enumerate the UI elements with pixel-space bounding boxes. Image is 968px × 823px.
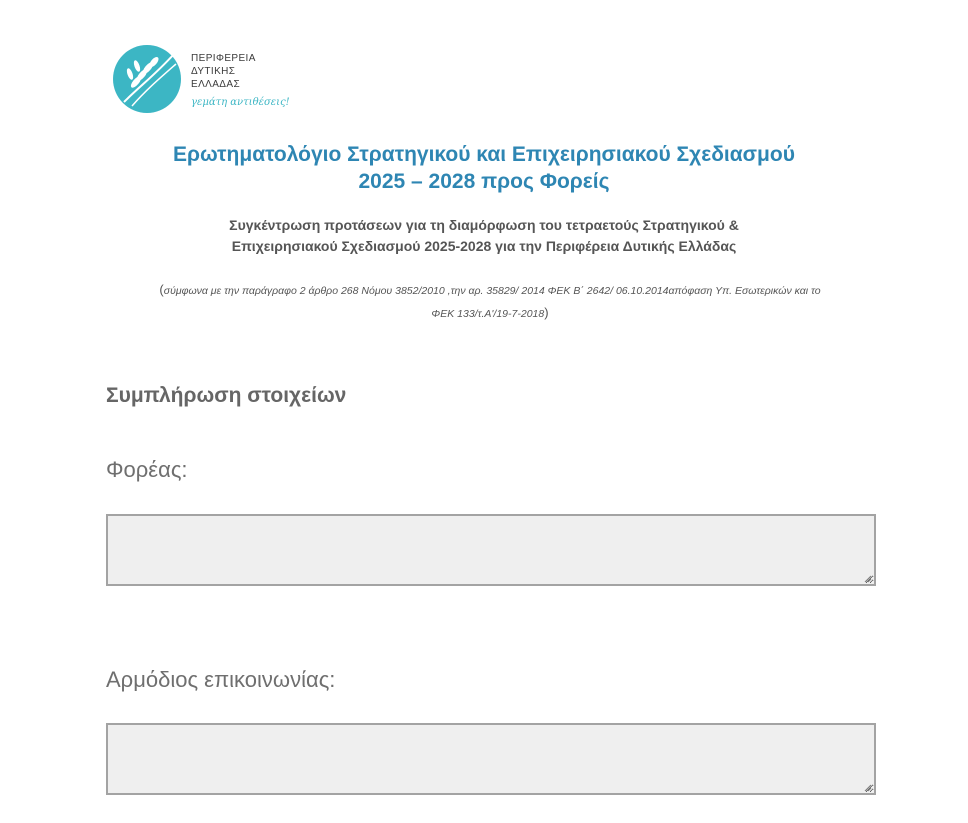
logo-wordmark <box>191 52 256 91</box>
contact-person-field[interactable] <box>106 723 876 795</box>
resize-grip-icon[interactable] <box>864 575 872 583</box>
organization-field[interactable] <box>106 514 876 586</box>
logo-line-3: ΕΛΛΑΔΑΣ <box>191 79 241 90</box>
logo-slogan: γεμάτη αντιθέσεις! <box>191 97 290 108</box>
note-open-paren: ( <box>159 282 164 297</box>
page-title <box>0 141 968 195</box>
note-line-2: ΦΕΚ 133/τ.Α'/19-7-2018 <box>431 308 545 320</box>
page-subtitle-line-1: Συγκέντρωση προτάσεων για τη διαμόρφωση του τετραετούς Στρατηγικού & <box>229 217 739 233</box>
logo-line-2: ΔΥΤΙΚΗΣ <box>191 66 236 77</box>
page-subtitle <box>0 215 968 257</box>
resize-grip-icon[interactable] <box>864 784 872 792</box>
page-subtitle-line-2: Επιχειρησιακού Σχεδιασμού 2025-2028 για την Περιφέρεια Δυτικής Ελλάδας <box>231 238 737 254</box>
page-title-line-1: Ερωτηματολόγιο Στρατηγικού και Επιχειρησιακού Σχεδιασμού <box>173 143 795 166</box>
region-logo <box>112 44 312 118</box>
section-heading: Συμπλήρωση στοιχείων <box>106 384 347 407</box>
wheat-emblem-icon <box>112 44 182 114</box>
note-line-1: σύμφωνα με την παράγραφο 2 άρθρο 268 Νόμου 3852/2010 ,την αρ. 35829/ 2014 ΦΕΚ Β΄ 2642/ 06.10.2014απόφαση Υπ. Εσωτερικών και το <box>163 285 821 297</box>
organization-label: Φορέας: <box>106 457 188 482</box>
contact-person-label: Αρμόδιος επικοινωνίας: <box>106 667 336 692</box>
page-title-line-2: 2025 – 2028 προς Φορείς <box>358 170 610 193</box>
note-close-paren: ) <box>544 305 549 320</box>
logo-line-1: ΠΕΡΙΦΕΡΕΙΑ <box>191 53 256 64</box>
legal-note <box>100 279 880 325</box>
